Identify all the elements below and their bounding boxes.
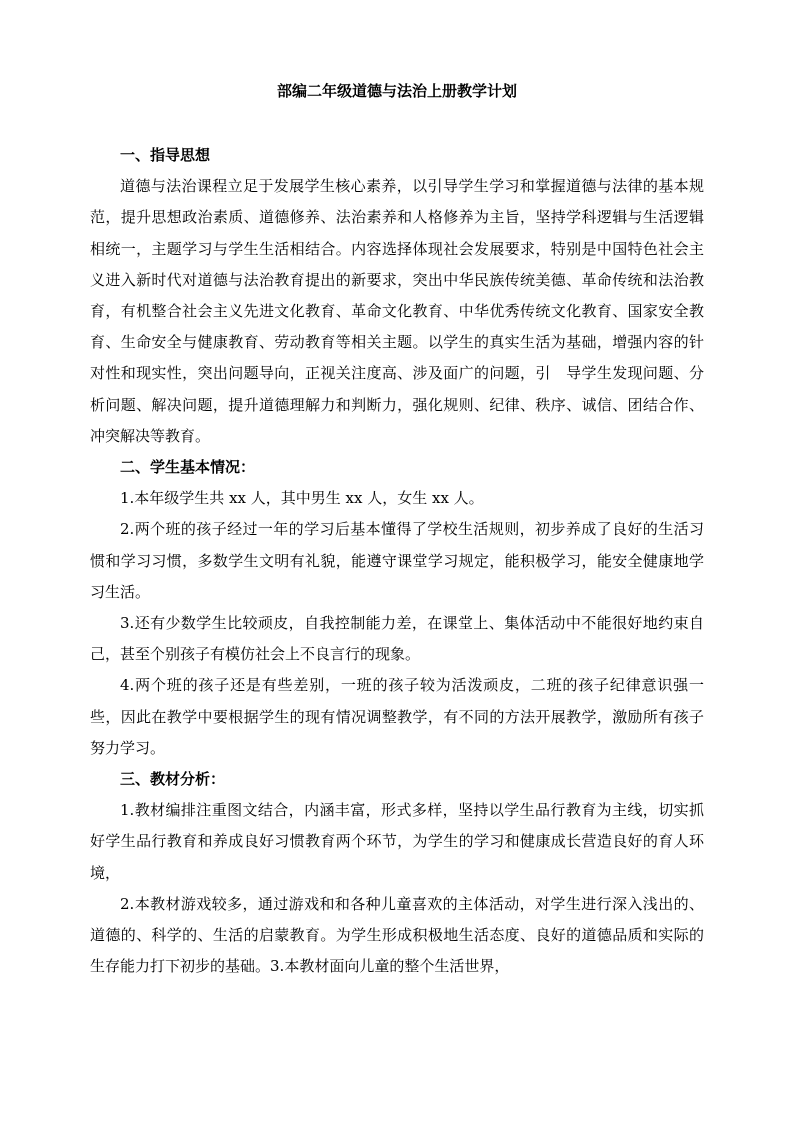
paragraph: 1.教材编排注重图文结合，内涵丰富，形式多样，坚持以学生品行教育为主线，切实抓好学生品行教育和养成良好习惯教育两个环节，为学生的学习和健康成长营造良好的育人环境， — [90, 801, 704, 882]
paragraph: 道德与法治课程立足于发展学生核心素养，以引导学生学习和掌握道德与法律的基本规范，提升思想政治素质、道德修养、法治素养和人格修养为主旨，坚持学科逻辑与生活逻辑相统一，主题学习与学生生活相结合。内容选择体现社会发展要求，特别是中国特色社会主义进入新时代对道德与法治教育提出的新要求，突出中华民族传统美德、革命传统和法治教育，有机整合社会主义先进文化教育、革命文化教育、中华优秀传统文化教育、国家安全教育、生命安全与健康教育、劳动教育等相关主题。以学生的真实生活为基础，增强内容的针对性和现实性，突出问题导向，正视关注度高、涉及面广的问题，引 导学生发现问题、分析问题、解决问题，提升道德理解力和判断力，强化规则、纪律、秩序、诚信、团结合作、冲突解决等教育。 — [90, 177, 704, 445]
document-body — [90, 140, 704, 982]
paragraph: 1.本年级学生共 xx 人，其中男生 xx 人，女生 xx 人。 — [120, 489, 484, 508]
section-heading-textbook-analysis: 三、教材分析： — [120, 770, 226, 789]
paragraph: 3.还有少数学生比较顽皮，自我控制能力差，在课堂上、集体活动中不能很好地约束自己，甚至个别孩子有模仿社会上不良言行的现象。 — [90, 614, 704, 664]
section-heading-guiding-ideology: 一、指导思想 — [120, 146, 211, 164]
paragraph: 4.两个班的孩子还是有些差别，一班的孩子较为活泼顽皮，二班的孩子纪律意识强一些，因此在教学中要根据学生的现有情况调整教学，有不同的方法开展教学，激励所有孩子努力学习。 — [90, 676, 704, 757]
paragraph: 2.两个班的孩子经过一年的学习后基本懂得了学校生活规则，初步养成了良好的生活习惯和学习习惯，多数学生文明有礼貌，能遵守课堂学习规定，能积极学习，能安全健康地学习生活。 — [90, 520, 704, 601]
paragraph: 2.本教材游戏较多，通过游戏和和各种儿童喜欢的主体活动，对学生进行深入浅出的、道德的、科学的、生活的启蒙教育。为学生形成积极地生活态度、良好的道德品质和实际的生存能力打下初步的基础。3.本教材面向儿童的整个生活世界， — [90, 894, 704, 976]
section-heading-student-situation: 二、学生基本情况： — [120, 458, 256, 477]
page-title: 部编二年级道德与法治上册教学计划 — [276, 82, 517, 100]
